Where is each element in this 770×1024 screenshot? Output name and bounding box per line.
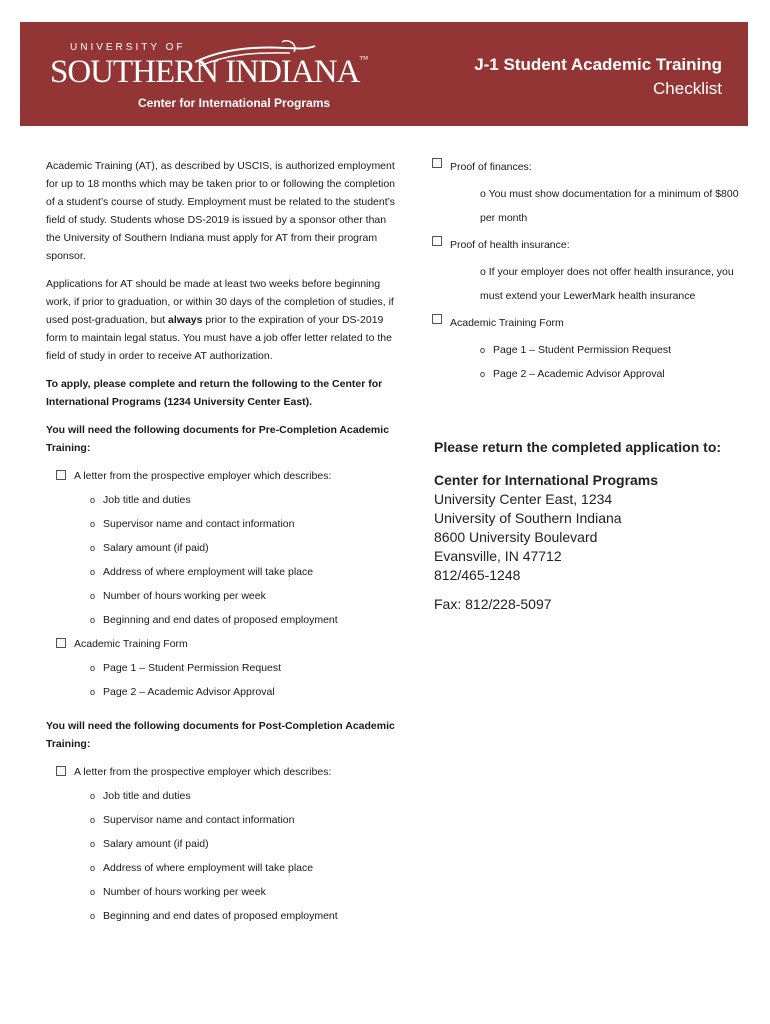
sub-list-item: o Number of hours working per week xyxy=(46,587,396,605)
contact-line3: 8600 University Boulevard xyxy=(434,529,598,545)
checkbox[interactable] xyxy=(432,158,442,168)
health-item: Proof of health insurance: xyxy=(432,236,742,254)
sub-list-item: o Number of hours working per week xyxy=(46,883,396,901)
apply-instruction: To apply, please complete and return the following to the Center for International Programs (1234 University Center East). xyxy=(46,378,383,408)
sub-list-item: o Page 1 – Student Permission Request xyxy=(46,659,396,677)
logo-trademark: ™ xyxy=(359,54,368,64)
contact-line4: Evansville, IN 47712 xyxy=(434,548,562,564)
title-line2: Checklist xyxy=(653,79,722,98)
intro-paragraph: Academic Training (AT), as described by USCIS, is authorized employment for up to 18 months which may be taken prior to or following the completion of a student’s course of study. Employment must be related to the student’s field of study. Students whose DS-2019 is issued by a sponsor other than the University of Southern Indiana must apply for AT from their program sponsor. xyxy=(46,160,396,262)
sub-list-item: o Salary amount (if paid) xyxy=(46,835,396,853)
contact-line2: University of Southern Indiana xyxy=(434,510,622,526)
checkbox[interactable] xyxy=(56,766,66,776)
title-line1: J-1 Student Academic Training xyxy=(474,55,722,74)
sub-list-item: o Beginning and end dates of proposed employment xyxy=(46,907,396,925)
logo-department: Center for International Programs xyxy=(138,96,331,110)
pre-completion-heading: You will need the following documents for Pre-Completion Academic Training: xyxy=(46,424,390,454)
post-letter-item: A letter from the prospective employer which describes: xyxy=(46,763,396,781)
timing-paragraph: Applications for AT should be made at least two weeks before beginning work, if prior to graduation, or within 30 days of the completion of studies, if used post-graduation, but always prior to the expiration of your DS-2019 form to maintain legal status. You must have a job offer letter related to the field of study in order to receive AT authorization. xyxy=(46,278,394,362)
checkbox[interactable] xyxy=(56,638,66,648)
pre-form-item: Academic Training Form xyxy=(46,635,396,653)
sub-list-item: o Page 2 – Academic Advisor Approval xyxy=(432,362,742,386)
sub-list-item: o Job title and duties xyxy=(46,491,396,509)
finances-item: Proof of finances: xyxy=(432,158,742,176)
checkbox[interactable] xyxy=(432,314,442,324)
form-item: Academic Training Form xyxy=(432,314,742,332)
finances-sub: o You must show documentation for a minimum of $800 per month xyxy=(480,188,739,224)
logo-university-of: UNIVERSITY OF xyxy=(70,42,186,53)
right-column xyxy=(432,158,742,386)
left-column xyxy=(46,157,396,925)
checkbox[interactable] xyxy=(432,236,442,246)
document-title xyxy=(474,53,722,101)
post-completion-heading: You will need the following documents for Post-Completion Academic Training: xyxy=(46,720,395,750)
contact-line1: University Center East, 1234 xyxy=(434,491,613,507)
contact-fax: Fax: 812/228-5097 xyxy=(434,596,552,612)
contact-heading: Please return the completed application to: xyxy=(434,439,722,455)
contact-block xyxy=(434,438,721,614)
checkbox[interactable] xyxy=(56,470,66,480)
sub-list-item: o Beginning and end dates of proposed employment xyxy=(46,611,396,629)
sub-list-item: o Supervisor name and contact information xyxy=(46,811,396,829)
sub-list-item: o Supervisor name and contact information xyxy=(46,515,396,533)
sub-list-item: o Page 2 – Academic Advisor Approval xyxy=(46,683,396,701)
sub-list-item: o Job title and duties xyxy=(46,787,396,805)
sub-list-item: o Address of where employment will take place xyxy=(46,859,396,877)
logo-name: SOUTHERN INDIANA xyxy=(50,54,360,90)
pre-letter-item: A letter from the prospective employer which describes: xyxy=(46,467,396,485)
sub-list-item: o Salary amount (if paid) xyxy=(46,539,396,557)
sub-list-item: o Address of where employment will take place xyxy=(46,563,396,581)
health-sub: o If your employer does not offer health insurance, you must extend your LewerMark health insurance xyxy=(480,266,734,302)
contact-org: Center for International Programs xyxy=(434,472,659,488)
contact-phone: 812/465-1248 xyxy=(434,567,521,583)
header-banner xyxy=(20,22,748,126)
sub-list-item: o Page 1 – Student Permission Request xyxy=(432,338,742,362)
